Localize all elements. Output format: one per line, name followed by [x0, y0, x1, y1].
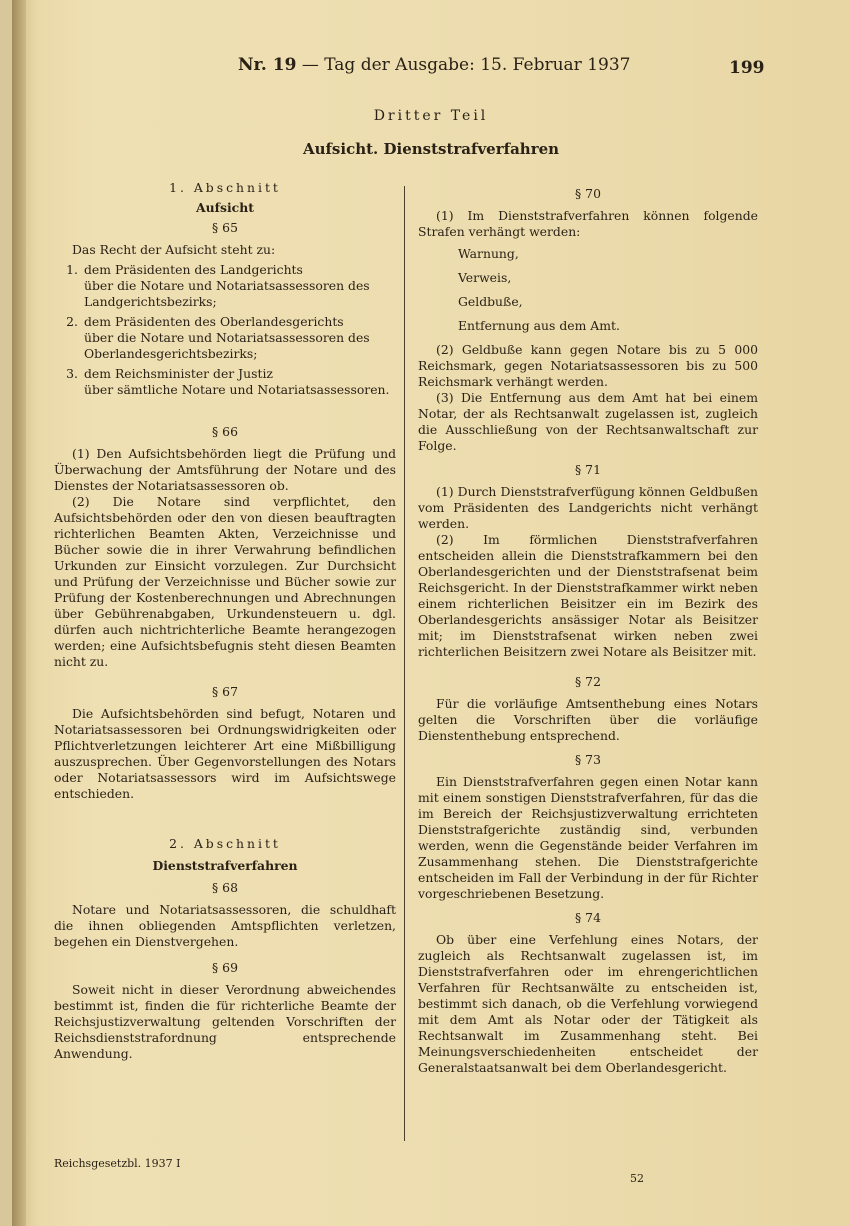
paragraph-69-heading: § 69	[212, 960, 238, 975]
list-item	[54, 366, 396, 398]
list-item-line2: über die Notare und Notariatsassessoren des Landgerichtsbezirks;	[84, 278, 370, 309]
section1-title: Aufsicht	[196, 200, 254, 215]
paragraph-73-heading: § 73	[575, 752, 601, 767]
paragraph-67-heading: § 67	[212, 684, 238, 699]
part-title: Aufsicht. Dienststrafverfahren	[302, 140, 560, 158]
list-item-line1: dem Präsidenten des Oberlandesgerichts	[84, 314, 344, 329]
document-page	[12, 0, 850, 1226]
penalty-item: Geldbuße,	[458, 294, 523, 309]
issue-date: — Tag der Ausgabe: 15. Februar 1937	[301, 55, 631, 75]
penalty-item: Warnung,	[458, 246, 519, 261]
paragraph-71-heading: § 71	[575, 462, 601, 477]
paragraph-71-text-2: (2) Im förmlichen Dienststrafverfahren entscheiden allein die Dienststrafkammern bei den Oberlandesgerichten und der Dienststrafsenat beim Reichsgericht. In der Dienststrafkammer wirkt neben einem richterlichen Beisitzer ein im Bezirk des Oberlandesgerichts ansässiger Notar als Beisitzer mit; im Dienststrafsenat wirken neben zwei richterlichen Beisitzern zwei Notare als Beisitzer mit.	[418, 532, 758, 659]
left-column	[54, 180, 396, 1150]
list-item-number: 3.	[66, 366, 78, 381]
paragraph-72-text: Für die vorläufige Amtsenthebung eines Notars gelten die Vorschriften über die vorläufige Dienstenthebung entsprechend.	[418, 696, 758, 743]
list-item-line1: dem Präsidenten des Landgerichts	[84, 262, 303, 277]
list-item-number: 2.	[66, 314, 78, 329]
footer-publication: Reichsgesetzbl. 1937 I	[54, 1157, 181, 1170]
paragraph-70-text-3: (3) Die Entfernung aus dem Amt hat bei einem Notar, der als Rechtsanwalt zugelassen ist, zugleich die Ausschließung von der Rechtsanwaltschaft zur Folge.	[418, 390, 758, 453]
footer-sheet-number: 52	[630, 1172, 644, 1185]
list-item-line2: über sämtliche Notare und Notariatsassessoren.	[84, 382, 390, 397]
paragraph-66-text-2: (2) Die Notare sind verpflichtet, den Aufsichtsbehörden oder den von diesen beauftragten richterlichen Beamten Akten, Verzeichnisse und Bücher sowie die in ihrer Verwahrung befindlichen Urkunden zur Einsicht vorzulegen. Zur Durchsicht und Prüfung der Verzeichnisse und Bücher sowie zur Prüfung der Kostenberechnungen und Abrechnungen über Gebührenabgaben, Urkundensteuern u. dgl. dürfen auch nichtrichterliche Beamte herangezogen werden; eine Aufsichtsbefugnis steht diesen Beamten nicht zu.	[54, 494, 396, 669]
paragraph-67-text: Die Aufsichtsbehörden sind befugt, Notaren und Notariatsassessoren bei Ordnungswidrigkeiten oder Pflichtverletzungen leichterer Art eine Mißbilligung auszusprechen. Über Gegenvorstellungen des Notars oder Notariatsassessors wird im Aufsichtswege entschieden.	[54, 706, 396, 801]
penalty-item: Entfernung aus dem Amt.	[458, 318, 620, 333]
section1-label: 1. Abschnitt	[169, 180, 281, 195]
paragraph-68-heading: § 68	[212, 880, 238, 895]
list-item	[54, 314, 396, 362]
paragraph-74-heading: § 74	[575, 910, 601, 925]
paragraph-69-text: Soweit nicht in dieser Verordnung abweichendes bestimmt ist, finden die für richterliche Beamte der Reichsjustizverwaltung geltenden Vorschriften der Reichsdienststrafordnung entsprechende Anwendung.	[54, 982, 396, 1061]
list-item-number: 1.	[66, 262, 78, 277]
paragraph-70-text-1: (1) Im Dienststrafverfahren können folgende Strafen verhängt werden:	[418, 208, 758, 239]
paragraph-70-text-2: (2) Geldbuße kann gegen Notare bis zu 5 000 Reichsmark, gegen Notariatsassessoren bis zu 500 Reichsmark verhängt werden.	[418, 342, 758, 389]
paragraph-66-heading: § 66	[212, 424, 238, 439]
paragraph-66-text-1: (1) Den Aufsichtsbehörden liegt die Prüfung und Überwachung der Amtsführung der Notare und des Dienstes der Notariatsassessoren ob.	[54, 446, 396, 493]
section2-label: 2. Abschnitt	[169, 836, 281, 851]
paragraph-70-heading: § 70	[575, 186, 601, 201]
penalty-list	[418, 246, 758, 334]
page-header	[12, 55, 850, 85]
column-divider	[404, 186, 405, 1141]
paragraph-71-text-1: (1) Durch Dienststrafverfügung können Geldbußen vom Präsidenten des Landgerichts nicht verhängt werden.	[418, 484, 758, 531]
paragraph-74-text: Ob über eine Verfehlung eines Notars, der zugleich als Rechtsanwalt zugelassen ist, im Dienststrafverfahren oder im ehrengerichtlichen Verfahren für Rechtsanwälte zu entscheiden ist, bestimmt sich danach, ob die Verfehlung vorwiegend mit dem Amt als Notar oder der Tätigkeit als Rechtsanwalt im Zusammenhang steht. Bei Meinungsverschiedenheiten entscheidet der Generalstaatsanwalt bei dem Oberlandesgericht.	[418, 932, 758, 1075]
list-item-line1: dem Reichsminister der Justiz	[84, 366, 273, 381]
paragraph-65-intro: Das Recht der Aufsicht steht zu:	[72, 242, 276, 257]
right-column	[418, 186, 758, 1148]
issue-label: Nr. 19	[238, 55, 297, 75]
section2-title: Dienststrafverfahren	[152, 858, 298, 873]
paragraph-65-heading: § 65	[212, 220, 238, 235]
part-label: Dritter Teil	[373, 108, 489, 124]
list-item	[54, 262, 396, 310]
list-item-line2: über die Notare und Notariatsassessoren des Oberlandesgerichtsbezirks;	[84, 330, 370, 361]
paragraph-68-text: Notare und Notariatsassessoren, die schuldhaft die ihnen obliegenden Amtspflichten verletzen, begehen ein Dienstvergehen.	[54, 902, 396, 949]
page-number: 199	[729, 58, 765, 78]
paragraph-73-text: Ein Dienststrafverfahren gegen einen Notar kann mit einem sonstigen Dienststrafverfahren, für das die im Bereich der Reichsjustizverwaltung errichteten Dienststrafgerichte zuständig sind, verbunden werden, wenn die Gegenstände beider Verfahren im Zusammenhang stehen. Die Dienststrafgerichte entscheiden im Fall der Verbindung in der für Richter vorgeschriebenen Besetzung.	[418, 774, 758, 901]
page-spine	[12, 0, 26, 1226]
paragraph-72-heading: § 72	[575, 674, 601, 689]
penalty-item: Verweis,	[458, 270, 512, 285]
issue-line	[238, 55, 630, 75]
